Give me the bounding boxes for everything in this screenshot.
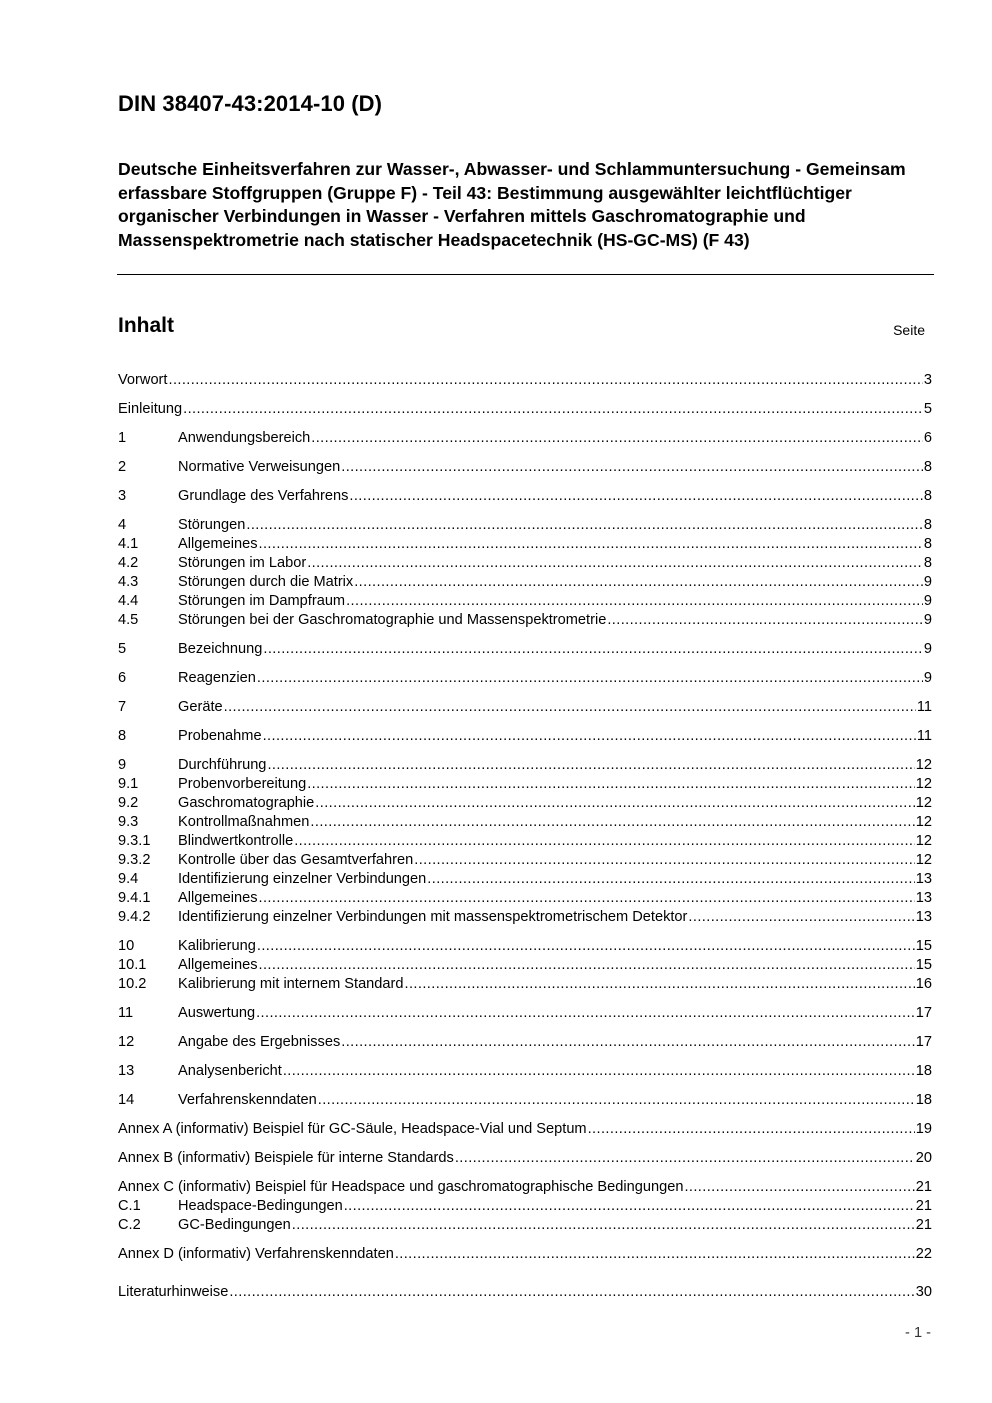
toc-entry-page: 12	[915, 852, 932, 868]
toc-entry-page: 8	[923, 517, 932, 533]
toc-entry[interactable]	[118, 889, 932, 908]
toc-entry-page: 8	[923, 536, 932, 552]
toc-entry[interactable]	[118, 554, 932, 573]
toc-entry-title: Kontrolle über das Gesamtverfahren	[178, 852, 414, 868]
toc-entry-number: 9.3.1	[118, 833, 151, 849]
toc-entry-page: 12	[915, 757, 932, 773]
toc-dot-leader	[257, 937, 915, 956]
toc-entry-page: 19	[915, 1121, 932, 1137]
toc-entry-page: 5	[923, 401, 932, 417]
toc-entry-page: 8	[923, 459, 932, 475]
toc-entry-page: 17	[915, 1034, 932, 1050]
toc-entry[interactable]	[118, 1091, 932, 1110]
toc-entry[interactable]	[118, 1004, 932, 1023]
toc-entry-number: 9.4	[118, 871, 139, 887]
toc-entry-page: 9	[923, 593, 932, 609]
toc-entry[interactable]	[118, 756, 932, 775]
toc-dot-leader	[341, 1033, 915, 1052]
toc-entry-number: 2	[118, 459, 127, 475]
toc-entry-number: 4	[118, 517, 127, 533]
toc-entry[interactable]	[118, 1245, 932, 1264]
toc-entry[interactable]	[118, 813, 932, 832]
toc-entry-number: 9.4.1	[118, 890, 151, 906]
toc-entry-number: 9.3.2	[118, 852, 151, 868]
toc-entry[interactable]	[118, 956, 932, 975]
table-of-contents	[118, 371, 932, 1302]
toc-entry-title: Normative Verweisungen	[178, 459, 341, 475]
toc-entry-title: Literaturhinweise	[118, 1284, 229, 1300]
toc-entry-page: 30	[915, 1284, 932, 1300]
toc-entry-title: Kalibrierung	[178, 938, 256, 954]
toc-entry[interactable]	[118, 535, 932, 554]
toc-entry-title: Allgemeines	[178, 957, 258, 973]
toc-entry-number: 13	[118, 1063, 135, 1079]
toc-entry[interactable]	[118, 592, 932, 611]
toc-entry[interactable]	[118, 937, 932, 956]
toc-entry-title: Störungen im Dampfraum	[178, 593, 346, 609]
toc-entry-title: Allgemeines	[178, 536, 258, 552]
toc-entry[interactable]	[118, 611, 932, 630]
toc-dot-leader	[307, 554, 923, 573]
toc-entry-page: 13	[915, 890, 932, 906]
toc-entry-number: 8	[118, 728, 127, 744]
page-number: - 1 -	[905, 1325, 931, 1341]
toc-entry-number: 10.2	[118, 976, 147, 992]
toc-dot-leader	[455, 1149, 915, 1168]
toc-entry-page: 21	[915, 1198, 932, 1214]
toc-entry[interactable]	[118, 1178, 932, 1197]
toc-entry-page: 18	[915, 1092, 932, 1108]
toc-entry[interactable]	[118, 832, 932, 851]
toc-entry-title: Bezeichnung	[178, 641, 263, 657]
toc-entry-title: Kontrollmaßnahmen	[178, 814, 310, 830]
toc-entry[interactable]	[118, 458, 932, 477]
toc-entry-page: 21	[915, 1179, 932, 1195]
toc-entry-page: 8	[923, 555, 932, 571]
toc-entry-title: Verfahrenskenndaten	[178, 1092, 317, 1108]
toc-entry-number: 11	[118, 1005, 134, 1021]
toc-entry-page: 9	[923, 612, 932, 628]
toc-dot-leader	[292, 1216, 915, 1235]
toc-entry-page: 22	[915, 1246, 932, 1262]
toc-dot-leader	[427, 870, 914, 889]
toc-entry-title: Störungen durch die Matrix	[178, 574, 354, 590]
toc-entry-number: 14	[118, 1092, 135, 1108]
toc-dot-leader	[259, 889, 915, 908]
toc-entry[interactable]	[118, 975, 932, 994]
toc-entry-title: Headspace-Bedingungen	[178, 1198, 343, 1214]
toc-dot-leader	[341, 458, 923, 477]
toc-entry[interactable]	[118, 371, 932, 390]
toc-dot-leader	[256, 1004, 915, 1023]
toc-entry-number: C.1	[118, 1198, 141, 1214]
toc-entry[interactable]	[118, 1149, 932, 1168]
toc-dot-leader	[168, 371, 922, 390]
toc-dot-leader	[346, 592, 923, 611]
toc-dot-leader	[257, 669, 923, 688]
toc-entry-number: 7	[118, 699, 127, 715]
toc-dot-leader	[414, 851, 915, 870]
toc-entry-page: 21	[915, 1217, 932, 1233]
toc-entry-title: Annex D (informativ) Verfahrenskenndaten	[118, 1246, 394, 1262]
toc-entry-page: 16	[915, 976, 932, 992]
toc-dot-leader	[310, 813, 914, 832]
toc-entry-title: Annex A (informativ) Beispiel für GC-Säule, Headspace-Vial und Septum	[118, 1121, 587, 1137]
toc-entry[interactable]	[118, 727, 932, 746]
toc-entry[interactable]	[118, 429, 932, 448]
toc-dot-leader	[395, 1245, 915, 1264]
toc-dot-leader	[224, 698, 916, 717]
toc-entry-page: 13	[915, 909, 932, 925]
toc-entry-title: GC-Bedingungen	[178, 1217, 291, 1233]
toc-entry[interactable]	[118, 1216, 932, 1235]
toc-entry-number: 4.1	[118, 536, 139, 552]
toc-entry-title: Störungen im Labor	[178, 555, 307, 571]
toc-entry-page: 6	[923, 430, 932, 446]
toc-entry-page: 11	[916, 728, 932, 744]
toc-entry[interactable]	[118, 1120, 932, 1139]
toc-entry[interactable]	[118, 1283, 932, 1302]
toc-entry-number: 1	[118, 430, 127, 446]
toc-entry-page: 12	[915, 833, 932, 849]
toc-entry[interactable]	[118, 1033, 932, 1052]
toc-entry-number: 5	[118, 641, 127, 657]
toc-entry-title: Probenvorbereitung	[178, 776, 307, 792]
toc-dot-leader	[307, 775, 915, 794]
toc-heading: Inhalt	[118, 314, 174, 337]
toc-entry-page: 9	[923, 670, 932, 686]
toc-entry-title: Anwendungsbereich	[178, 430, 311, 446]
toc-entry-page: 12	[915, 814, 932, 830]
toc-entry-title: Störungen	[178, 517, 246, 533]
toc-entry-number: 6	[118, 670, 127, 686]
toc-entry-page: 18	[915, 1063, 932, 1079]
toc-entry[interactable]	[118, 870, 932, 889]
toc-entry-page: 9	[923, 574, 932, 590]
toc-entry-page: 20	[915, 1150, 932, 1166]
toc-entry-title: Angabe des Ergebnisses	[178, 1034, 341, 1050]
toc-entry[interactable]	[118, 775, 932, 794]
toc-dot-leader	[259, 535, 923, 554]
toc-entry-title: Geräte	[178, 699, 223, 715]
toc-dot-leader	[349, 487, 923, 506]
toc-entry-title: Identifizierung einzelner Verbindungen mit massenspektrometrischem Detektor	[178, 909, 688, 925]
toc-dot-leader	[588, 1120, 915, 1139]
toc-entry[interactable]	[118, 669, 932, 688]
toc-entry-number: 9	[118, 757, 127, 773]
toc-dot-leader	[354, 573, 923, 592]
toc-dot-leader	[684, 1178, 914, 1197]
toc-entry-number: 9.4.2	[118, 909, 151, 925]
toc-entry[interactable]	[118, 400, 932, 419]
toc-entry-page: 9	[923, 641, 932, 657]
toc-entry-number: 9.2	[118, 795, 139, 811]
toc-entry-title: Probenahme	[178, 728, 262, 744]
toc-entry-title: Reagenzien	[178, 670, 256, 686]
toc-entry[interactable]	[118, 851, 932, 870]
toc-entry-number: 4.3	[118, 574, 139, 590]
toc-entry-page: 12	[915, 795, 932, 811]
toc-entry[interactable]	[118, 1197, 932, 1216]
toc-entry[interactable]	[118, 1062, 932, 1081]
toc-dot-leader	[344, 1197, 915, 1216]
toc-dot-leader	[688, 908, 914, 927]
toc-entry-number: 3	[118, 488, 127, 504]
toc-dot-leader	[263, 640, 922, 659]
toc-entry-title: Gaschromatographie	[178, 795, 315, 811]
toc-dot-leader	[229, 1283, 914, 1302]
toc-entry[interactable]	[118, 573, 932, 592]
toc-dot-leader	[294, 832, 915, 851]
title-divider	[117, 274, 934, 275]
toc-entry-page: 11	[916, 699, 932, 715]
toc-entry-title: Allgemeines	[178, 890, 258, 906]
toc-dot-leader	[183, 400, 923, 419]
toc-entry-number: 10	[118, 938, 135, 954]
toc-dot-leader	[246, 516, 923, 535]
toc-entry-title: Einleitung	[118, 401, 183, 417]
toc-dot-leader	[315, 794, 914, 813]
toc-entry-number: 10.1	[118, 957, 147, 973]
toc-page-column-label: Seite	[893, 322, 925, 338]
toc-entry-title: Vorwort	[118, 372, 168, 388]
toc-entry-title: Auswertung	[178, 1005, 256, 1021]
toc-entry-page: 13	[915, 871, 932, 887]
toc-dot-leader	[263, 727, 916, 746]
toc-entry-title: Annex C (informativ) Beispiel für Headspace und gaschromatographische Bedingungen	[118, 1179, 684, 1195]
toc-entry-number: 4.4	[118, 593, 139, 609]
toc-dot-leader	[405, 975, 915, 994]
toc-dot-leader	[311, 429, 923, 448]
toc-entry-page: 15	[915, 938, 932, 954]
toc-dot-leader	[283, 1062, 915, 1081]
toc-dot-leader	[259, 956, 915, 975]
toc-entry-title: Analysenbericht	[178, 1063, 282, 1079]
toc-entry-number: 9.1	[118, 776, 139, 792]
toc-dot-leader	[607, 611, 923, 630]
toc-entry-title: Identifizierung einzelner Verbindungen	[178, 871, 427, 887]
toc-entry[interactable]	[118, 640, 932, 659]
toc-entry-page: 17	[915, 1005, 932, 1021]
document-id: DIN 38407-43:2014-10 (D)	[118, 91, 383, 116]
document-title: Deutsche Einheitsverfahren zur Wasser-, Abwasser- und Schlammuntersuchung - Gemeinsam erfassbare Stoffgruppen (Gruppe F) - Teil 43: Bestimmung ausgewählter leichtflüchtiger organischer Verbindungen in Wasser - Verfahren mittels Gaschromatographie und Massenspektrometrie nach statischer Headspacetechnik (HS-GC-MS) (F 43)	[118, 159, 906, 250]
toc-entry-title: Kalibrierung mit internem Standard	[178, 976, 404, 992]
toc-entry-number: 9.3	[118, 814, 139, 830]
toc-entry[interactable]	[118, 794, 932, 813]
toc-dot-leader	[318, 1091, 915, 1110]
toc-entry-number: 4.2	[118, 555, 139, 571]
toc-entry-title: Annex B (informativ) Beispiele für interne Standards	[118, 1150, 454, 1166]
toc-entry-page: 3	[923, 372, 932, 388]
toc-entry-page: 12	[915, 776, 932, 792]
toc-entry[interactable]	[118, 698, 932, 717]
toc-entry-number: 12	[118, 1034, 135, 1050]
toc-entry-title: Blindwertkontrolle	[178, 833, 294, 849]
toc-entry-page: 8	[923, 488, 932, 504]
toc-entry-title: Grundlage des Verfahrens	[178, 488, 349, 504]
toc-entry-page: 15	[915, 957, 932, 973]
toc-dot-leader	[267, 756, 914, 775]
toc-entry-number: C.2	[118, 1217, 141, 1233]
toc-entry-title: Durchführung	[178, 757, 267, 773]
toc-entry[interactable]	[118, 487, 932, 506]
toc-entry-number: 4.5	[118, 612, 139, 628]
toc-entry[interactable]	[118, 908, 932, 927]
toc-entry-title: Störungen bei der Gaschromatographie und Massenspektrometrie	[178, 612, 607, 628]
toc-entry[interactable]	[118, 516, 932, 535]
